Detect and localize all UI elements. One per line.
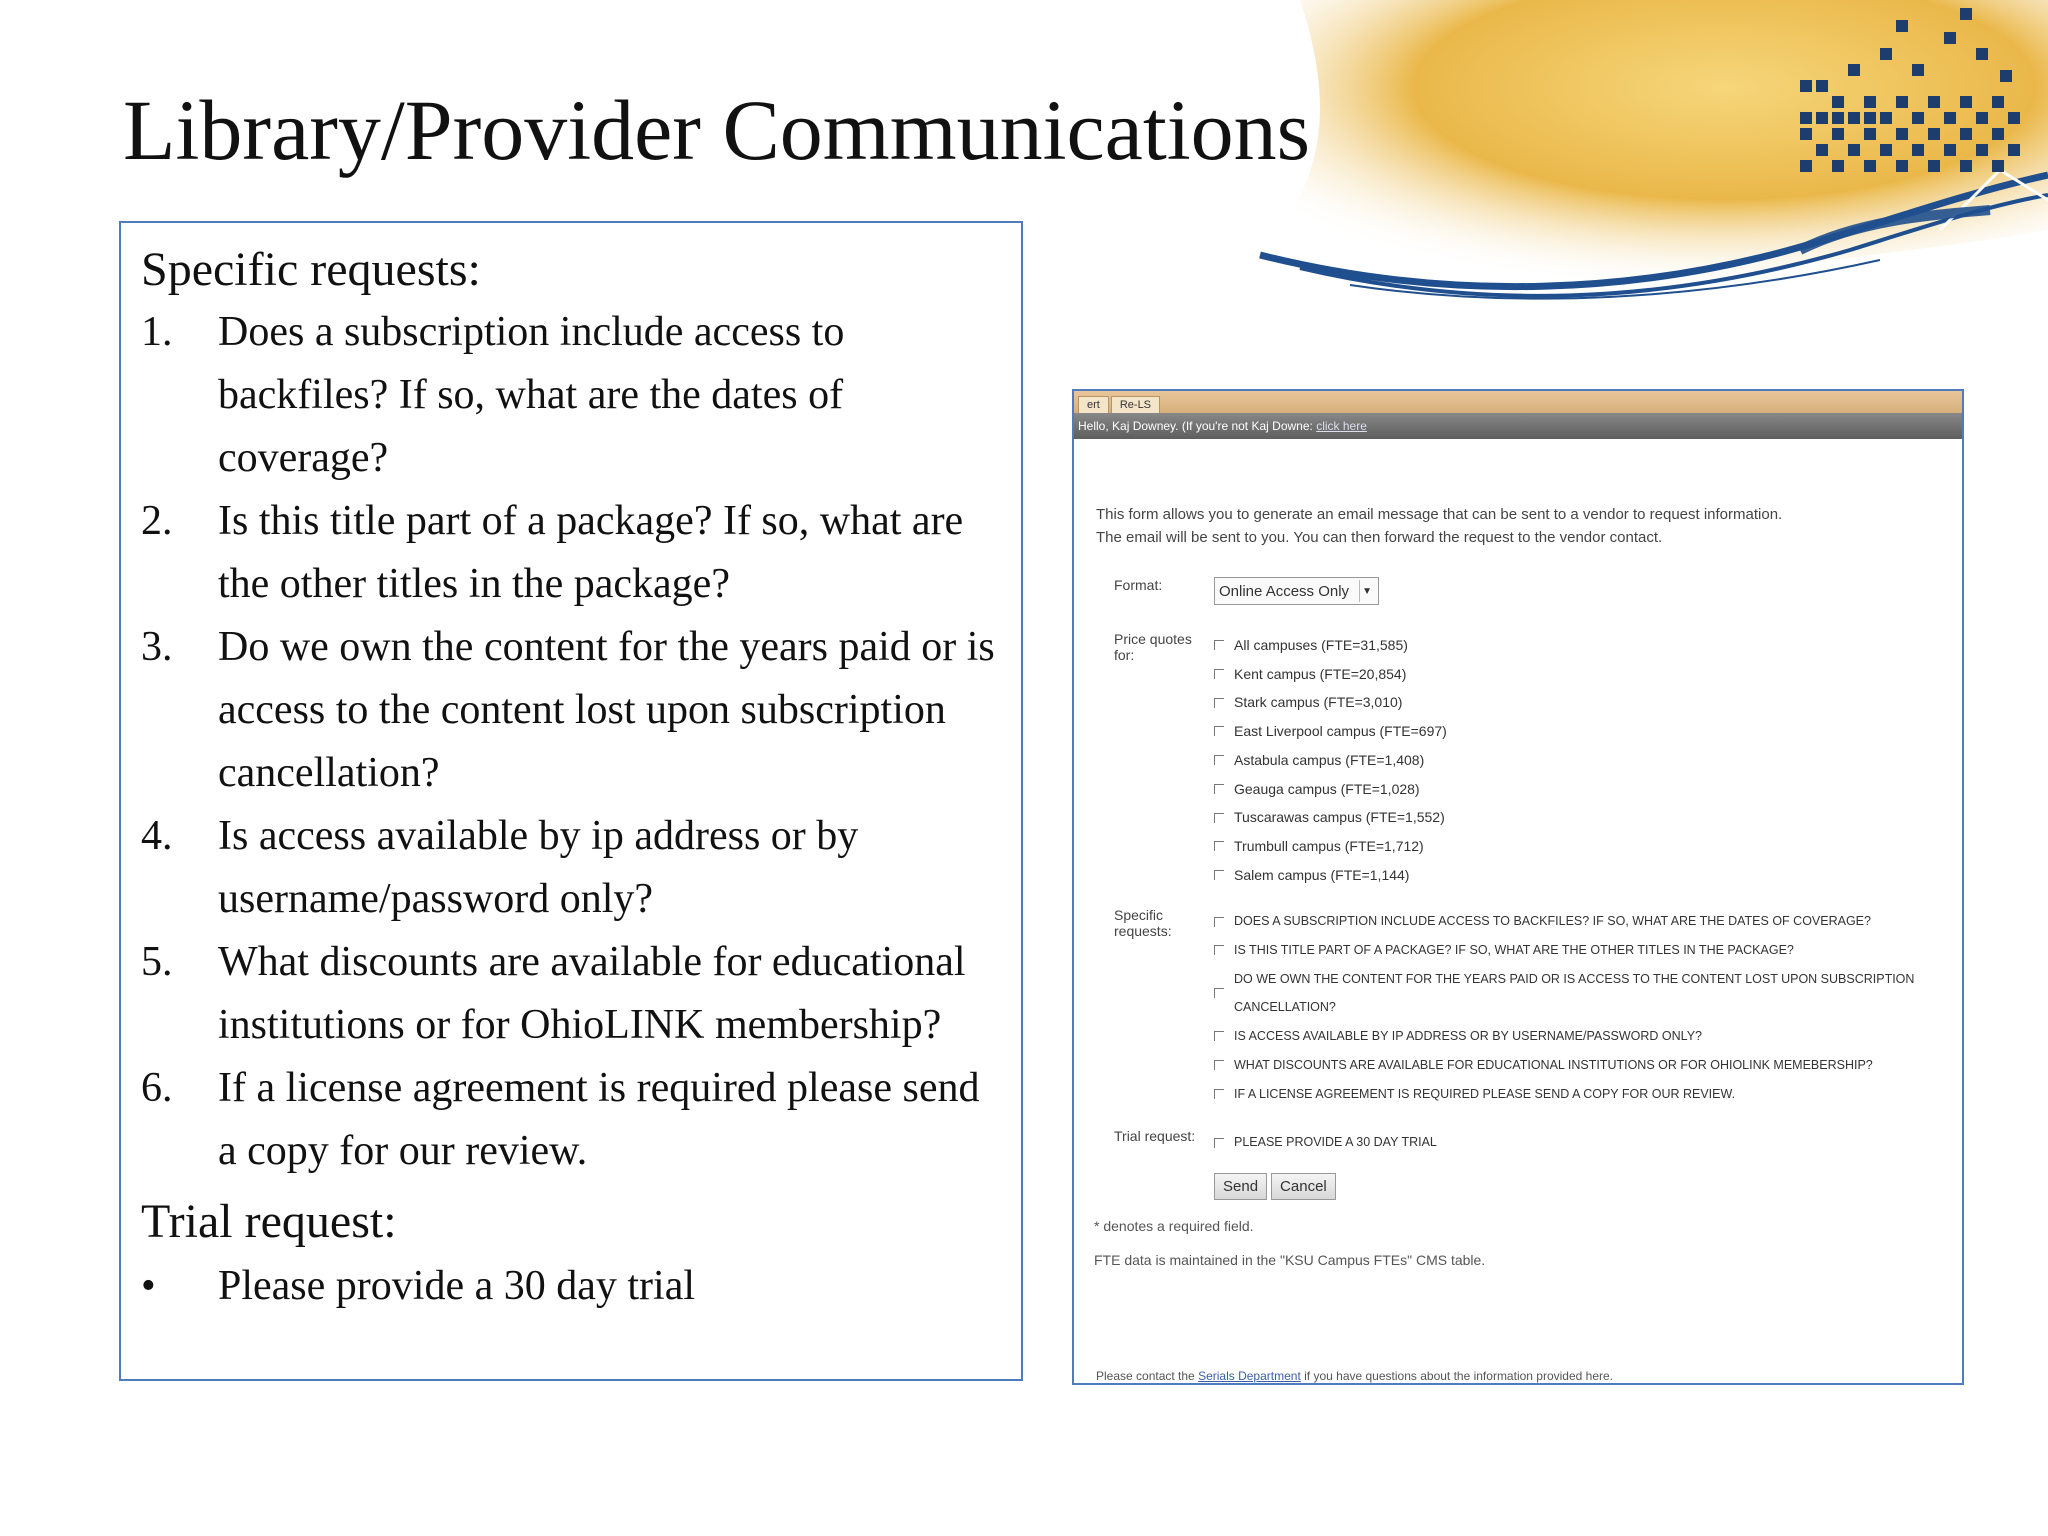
price-quotes-row	[1096, 631, 1962, 889]
option-label: Trumbull campus (FTE=1,712)	[1234, 837, 1424, 854]
checkbox[interactable]	[1214, 988, 1224, 998]
form-intro	[1096, 503, 1962, 549]
price-option[interactable]	[1214, 746, 1962, 775]
form-body	[1074, 503, 1962, 1268]
list-item	[141, 805, 1001, 931]
option-label: IF A LICENSE AGREEMENT IS REQUIRED PLEASE SEND A COPY FOR OUR REVIEW.	[1234, 1086, 1736, 1101]
form-buttons	[1214, 1173, 1962, 1200]
checkbox[interactable]	[1214, 784, 1224, 794]
option-label: Tuscarawas campus (FTE=1,552)	[1234, 809, 1445, 826]
price-option[interactable]	[1214, 688, 1962, 717]
checkbox[interactable]	[1214, 1060, 1224, 1070]
request-option[interactable]	[1214, 1022, 1962, 1051]
cancel-button[interactable]: Cancel	[1271, 1173, 1336, 1200]
tab-ert[interactable]: ert	[1078, 396, 1109, 413]
option-label: DO WE OWN THE CONTENT FOR THE YEARS PAID OR IS ACCESS TO THE CONTENT LOST UPON SUBSCRIPTION CANCELLATION?	[1234, 971, 1915, 1015]
request-option[interactable]	[1214, 1051, 1962, 1080]
format-label: Format:	[1114, 577, 1163, 593]
list-item	[141, 490, 1001, 616]
item-text: Do we own the content for the years paid or is access to the content lost upon subscription cancellation?	[218, 624, 995, 796]
trial-request-label: Trial request:	[1114, 1128, 1196, 1145]
checkbox[interactable]	[1214, 726, 1224, 736]
option-label: WHAT DISCOUNTS ARE AVAILABLE FOR EDUCATIONAL INSTITUTIONS OR FOR OHIOLINK MEMEBERSHIP?	[1234, 1057, 1873, 1072]
chevron-down-icon: ▼	[1359, 580, 1374, 602]
item-text: Please provide a 30 day trial	[218, 1263, 696, 1309]
item-text: If a license agreement is required please send a copy for our review.	[218, 1065, 980, 1174]
price-option[interactable]	[1214, 631, 1962, 660]
slide-title: Library/Provider Communications	[123, 82, 1311, 178]
checkbox[interactable]	[1214, 813, 1224, 823]
option-label: All campuses (FTE=31,585)	[1234, 637, 1408, 653]
option-label: DOES A SUBSCRIPTION INCLUDE ACCESS TO BACKFILES? IF SO, WHAT ARE THE DATES OF COVERAGE?	[1234, 914, 1871, 929]
checkbox[interactable]	[1214, 755, 1224, 765]
checkbox[interactable]	[1214, 917, 1224, 927]
list-item	[141, 931, 1001, 1057]
option-label: Kent campus (FTE=20,854)	[1234, 665, 1407, 682]
option-label: Geauga campus (FTE=1,028)	[1234, 780, 1420, 797]
price-option[interactable]	[1214, 803, 1962, 832]
tab-bar	[1074, 391, 1962, 413]
option-label: PLEASE PROVIDE A 30 DAY TRIAL	[1234, 1135, 1437, 1150]
requests-list	[141, 301, 1001, 1183]
item-text: Does a subscription include access to backfiles? If so, what are the dates of coverage?	[218, 309, 845, 481]
trial-request-heading: Trial request:	[141, 1195, 397, 1248]
format-field	[1214, 577, 1962, 605]
item-number: 6.	[141, 1065, 173, 1111]
format-row	[1096, 577, 1962, 605]
footer-prefix: Please contact the	[1096, 1369, 1195, 1383]
request-option[interactable]	[1214, 965, 1962, 1022]
tab-re-ls[interactable]: Re-LS	[1111, 396, 1160, 413]
requests-text-box	[119, 221, 1023, 1381]
item-number: 5.	[141, 939, 173, 985]
intro-line: This form allows you to generate an email message that can be sent to a vendor to request information.	[1096, 506, 1783, 523]
checkbox[interactable]	[1214, 1031, 1224, 1041]
trial-field	[1214, 1128, 1962, 1200]
price-option[interactable]	[1214, 861, 1962, 890]
trial-list	[141, 1255, 1001, 1318]
click-here-link[interactable]: click here	[1316, 419, 1367, 433]
fte-note: FTE data is maintained in the "KSU Campus FTEs" CMS table.	[1094, 1251, 1486, 1268]
checkbox[interactable]	[1214, 669, 1224, 679]
option-label: Salem campus (FTE=1,144)	[1234, 866, 1410, 883]
list-item	[141, 301, 1001, 490]
bullet-icon: •	[141, 1263, 156, 1309]
price-option[interactable]	[1214, 775, 1962, 804]
checkbox[interactable]	[1214, 870, 1224, 880]
intro-line: The email will be sent to you. You can then forward the request to the vendor contact.	[1096, 529, 1663, 546]
item-text: What discounts are available for educational institutions or for OhioLINK membership?	[218, 939, 966, 1048]
specific-requests-heading: Specific requests:	[141, 243, 481, 296]
checkbox[interactable]	[1214, 1089, 1224, 1099]
request-option[interactable]	[1214, 907, 1962, 936]
option-label: East Liverpool campus (FTE=697)	[1234, 723, 1447, 740]
list-item	[141, 616, 1001, 805]
form-screenshot	[1072, 389, 1964, 1385]
item-number: 2.	[141, 498, 173, 544]
item-number: 1.	[141, 309, 173, 355]
checkbox[interactable]	[1214, 640, 1224, 650]
list-item	[141, 1255, 1001, 1318]
user-bar	[1074, 413, 1962, 439]
trial-request-row	[1096, 1128, 1962, 1200]
specific-requests-row	[1096, 907, 1962, 1108]
header-decoration	[1240, 0, 2048, 320]
request-option[interactable]	[1214, 1080, 1962, 1109]
item-number: 4.	[141, 813, 173, 859]
specific-requests-label: Specific requests:	[1114, 907, 1172, 940]
price-option[interactable]	[1214, 717, 1962, 746]
checkbox[interactable]	[1214, 698, 1224, 708]
request-option[interactable]	[1214, 936, 1962, 965]
checkbox[interactable]	[1214, 945, 1224, 955]
required-note: * denotes a required field.	[1094, 1217, 1254, 1234]
option-label: IS ACCESS AVAILABLE BY IP ADDRESS OR BY USERNAME/PASSWORD ONLY?	[1234, 1029, 1702, 1044]
list-item	[141, 1057, 1001, 1183]
format-selected-value: Online Access Only	[1219, 582, 1350, 600]
option-label: Stark campus (FTE=3,010)	[1234, 694, 1403, 711]
trial-option[interactable]	[1214, 1128, 1962, 1157]
footer-suffix: if you have questions about the information provided here.	[1304, 1369, 1614, 1383]
format-select[interactable]	[1214, 577, 1379, 605]
price-quotes-label: Price quotes for:	[1114, 631, 1192, 663]
send-button[interactable]: Send	[1214, 1173, 1267, 1200]
option-label: IS THIS TITLE PART OF A PACKAGE? IF SO, WHAT ARE THE OTHER TITLES IN THE PACKAGE?	[1234, 943, 1794, 958]
price-option[interactable]	[1214, 832, 1962, 861]
price-option[interactable]	[1214, 660, 1962, 689]
checkbox[interactable]	[1214, 841, 1224, 851]
user-greeting: Hello, Kaj Downey. (If you're not Kaj Downe:	[1078, 419, 1313, 433]
price-options	[1214, 631, 1962, 889]
item-number: 3.	[141, 624, 173, 670]
item-text: Is this title part of a package? If so, what are the other titles in the package?	[218, 498, 964, 607]
checkbox[interactable]	[1214, 1138, 1224, 1148]
option-label: Astabula campus (FTE=1,408)	[1234, 751, 1425, 768]
specific-options	[1214, 907, 1962, 1108]
form-footer	[1096, 1369, 1613, 1383]
item-text: Is access available by ip address or by username/password only?	[218, 813, 859, 922]
serials-department-link[interactable]: Serials Department	[1198, 1369, 1301, 1383]
book-pixel-illustration	[1240, 0, 2048, 320]
